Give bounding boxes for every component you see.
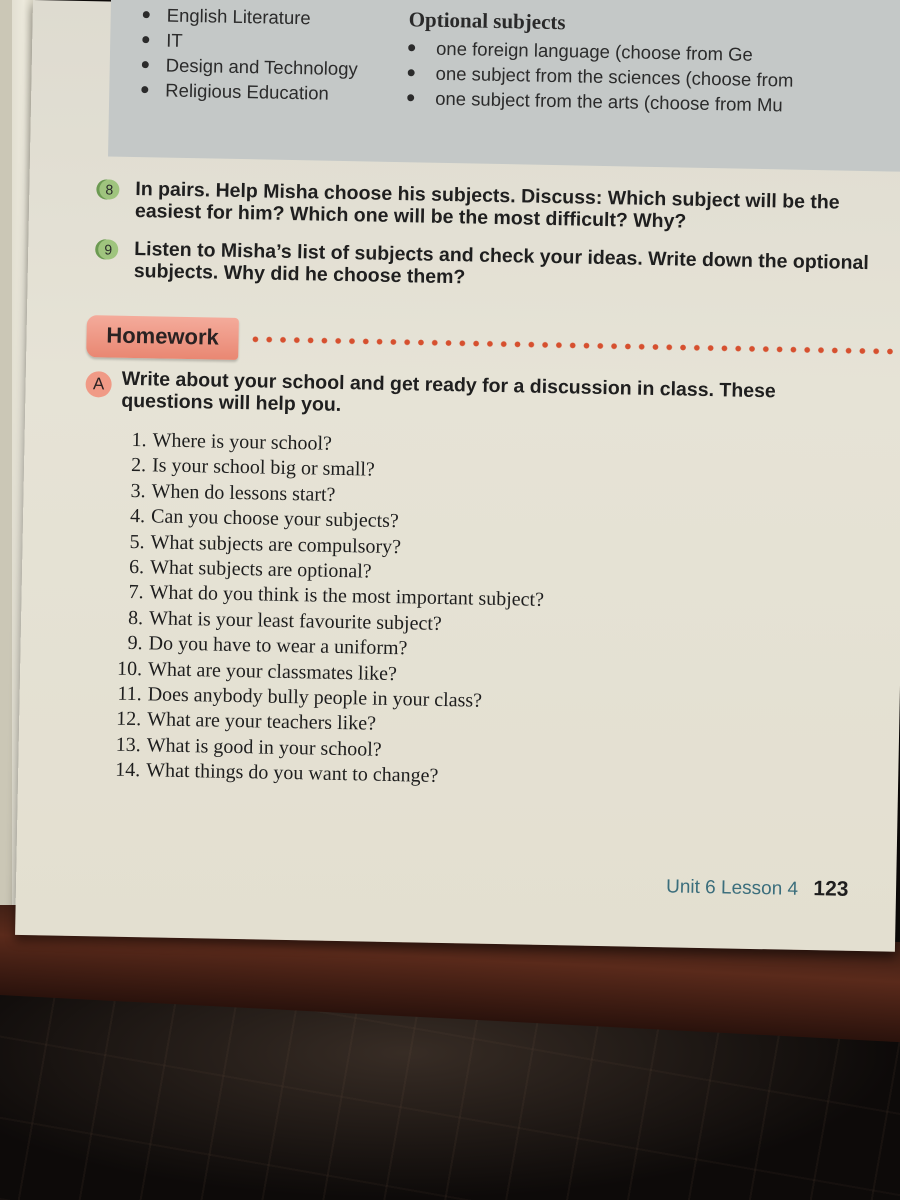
unit-lesson-label: Unit 6 Lesson 4 [665, 876, 799, 900]
question-text: What are your classmates like? [147, 657, 398, 685]
optional-subjects-list [407, 35, 810, 118]
page-footer [666, 874, 849, 901]
homework-task-text: Write about your school and get ready for a discussion in class. These questions will help you. [121, 367, 776, 416]
questions-list [110, 428, 547, 792]
exercise-8 [99, 177, 890, 236]
list-item: one subject from the arts (choose from Mu [407, 85, 809, 118]
question-text: What subjects are compulsory? [150, 530, 402, 558]
question-number: 14. [115, 758, 141, 782]
question-number: 6. [128, 555, 145, 579]
list-item: one subject from the sciences (choose from [407, 60, 809, 93]
list-item: English Literature [142, 2, 358, 31]
exercise-number-badge: 8 [99, 179, 119, 199]
question-number: 4. [129, 505, 146, 528]
list-item: Design and Technology [142, 52, 358, 81]
question-text: Is your school big or small? [151, 454, 376, 482]
exercise-9 [98, 237, 889, 296]
question-text: Do you have to wear a uniform? [148, 632, 408, 660]
question-number: 13. [115, 733, 141, 756]
question-text: Can you choose your subjects? [150, 505, 400, 533]
list-item: Religious Education [141, 77, 357, 106]
question-number: 3. [130, 479, 146, 503]
question-text: Does anybody bully people in your class? [147, 683, 483, 712]
question-text: What things do you want to change? [146, 759, 439, 788]
exercise-text: In pairs. Help Misha choose his subjects. Discuss: Which subject will be the easiest for him? Which one will be the most difficult? Why? [134, 178, 840, 233]
question-text: What are your teachers like? [146, 708, 377, 736]
question-text: Where is your school? [152, 429, 333, 455]
question-number: 1. [131, 428, 147, 452]
question-number: 10. [116, 657, 143, 680]
task-letter-badge: A [85, 371, 111, 397]
question-number: 11. [117, 682, 142, 706]
question-number: 9. [127, 632, 143, 655]
optional-subjects-heading: Optional subjects [408, 7, 566, 35]
question-number: 12. [116, 708, 142, 731]
dotted-divider [248, 335, 900, 356]
compulsory-subjects-list [141, 2, 359, 106]
textbook-page [15, 0, 900, 952]
homework-tab: Homework [86, 315, 239, 360]
list-item: one foreign language (choose from Ge [408, 35, 810, 68]
question-text: When do lessons start? [151, 480, 336, 506]
question-number: 2. [130, 454, 147, 477]
list-item: IT [142, 27, 358, 56]
exercise-number-badge: 9 [98, 239, 118, 259]
question-text: What is good in your school? [146, 734, 382, 761]
page-number: 123 [813, 877, 849, 901]
question-number: 5. [129, 530, 145, 553]
question-text: What do you think is the most important subject? [149, 581, 545, 612]
question-number: 8. [127, 606, 144, 629]
question-number: 7. [128, 581, 144, 604]
exercise-text: Listen to Misha’s list of subjects and check your ideas. Write down the optional subjects. Why did he choose them? [133, 237, 869, 289]
question-text: What is your least favourite subject? [148, 607, 443, 635]
left-page-margin [0, 0, 12, 905]
question-text: What subjects are optional? [149, 556, 372, 583]
